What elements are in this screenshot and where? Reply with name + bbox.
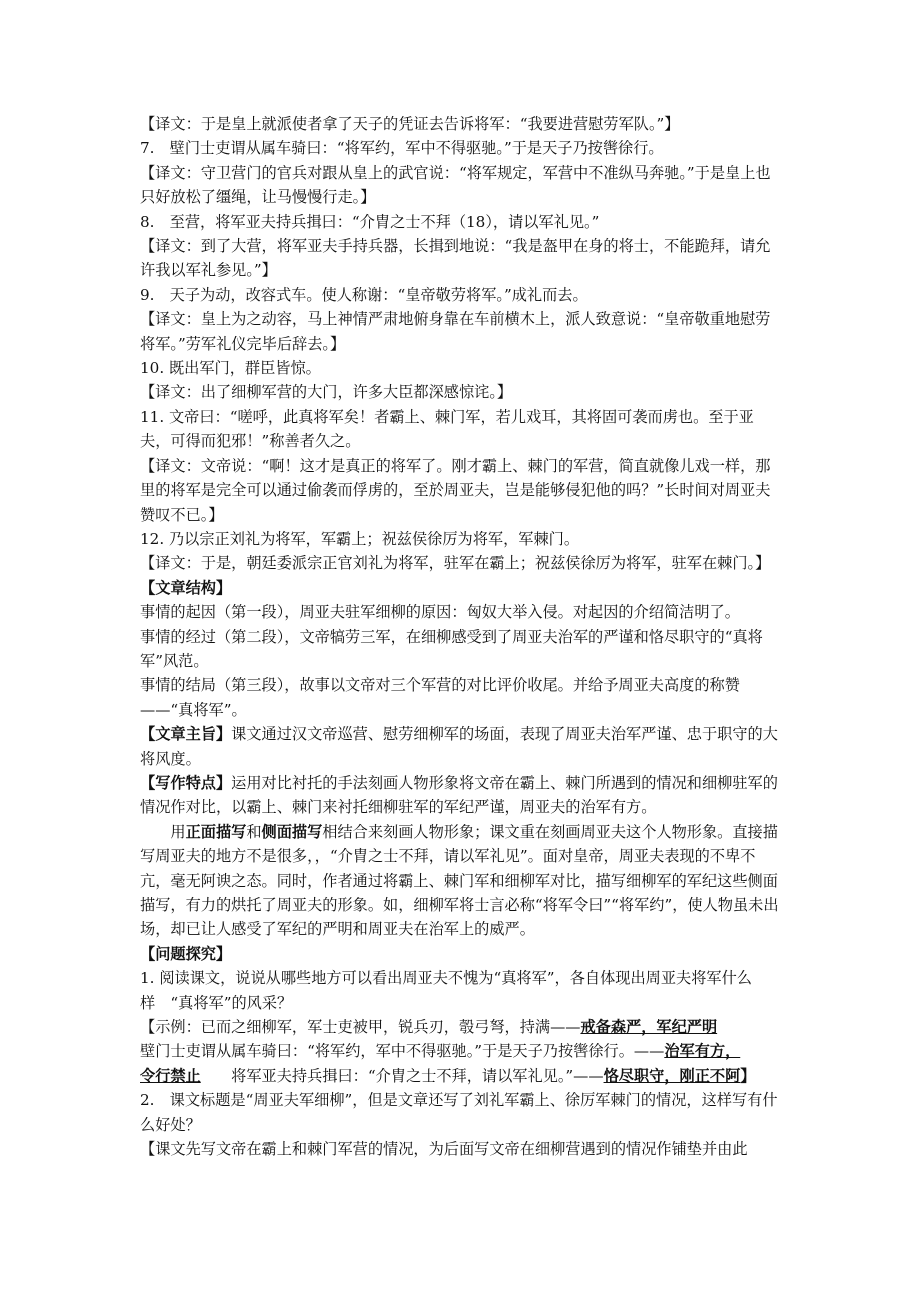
section-heading-features: 【写作特点】 — [140, 773, 232, 792]
underlined-term: 治军有方， — [664, 1042, 741, 1061]
text-line: 【译文：到了大营，将军亚夫手持兵器，长揖到地说：“我是盔甲在身的将士，不能跪拜，请允许我以军礼参见。”】 — [140, 237, 771, 280]
text-span: 和 — [246, 822, 262, 841]
text-line: 【译文：皇上为之动容，马上神情严肃地俯身靠在车前横木上，派人致意说：“皇帝敬重地慰劳将军。”劳军礼仪完毕后辞去。】 — [140, 310, 771, 353]
text-line: 【译文：于是皇上就派使者拿了天子的凭证去告诉将军：“我要进营慰劳军队。”】 — [140, 115, 680, 133]
structure-line: 事情的结局（第三段），故事以文帝对三个军营的对比评价收尾。并给予周亚夫高度的称赞——“真将军”。 — [140, 676, 740, 719]
text-span: 相结合来刻画人物形象；课文重在刻画周亚夫这个人物形象。直接描写周亚夫的地方不是很多，，“介胄之士不拜，请以军礼见”。面对皇帝，周亚夫表现的不卑不亢，毫无阿谀之态。同时，作者通过将霸上、棘门军和细柳军对比，描写细柳军的军纪这些侧面描写，有力的烘托了周亚夫的形象。如，细柳军将士言必称“将军令曰”“将军约”，使人物虽未出场，却已让人感受了军纪的严明和周亚夫在治军上的威严。 — [140, 822, 779, 939]
text-span: 】 — [740, 1066, 756, 1085]
features-paragraph-2 — [140, 820, 782, 942]
underlined-term: 令行禁止 — [140, 1066, 201, 1085]
text-span: 【示例：已而之细柳军，军士吏被甲，锐兵刃，彀弓弩，持满—— — [140, 1018, 581, 1037]
text-line: 【译文：文帝说：“啊！这才是真正的将军了。刚才霸上、棘门的军营，简直就像儿戏一样，那里的将军是完全可以通过偷袭而俘虏的，至於周亚夫，岂是能够侵犯他的吗？”长时间对周亚夫赞叹不已。】 — [140, 456, 771, 524]
text-line: 【译文：守卫营门的官兵对跟从皇上的武官说：“将军规定，军营中不准纵马奔驰。”于是皇上也只好放松了缰绳，让马慢慢行走。】 — [140, 163, 771, 207]
features-text: 运用对比衬托的手法刻画人物形象将文帝在霸上、棘门所遇到的情况和细柳驻军的情况作对比，以霸上、棘门来衬托细柳驻军的军纪严谨，周亚夫的治军有方。 — [140, 773, 778, 817]
underlined-term: 恪尽职守，刚正不阿 — [603, 1066, 741, 1085]
text-line: 8. 至营，将军亚夫持兵揖曰：“介胄之士不拜（18），请以军礼见。” — [140, 212, 600, 231]
text-line: 7. 壁门士吏谓从属车骑曰：“将军约，军中不得驱驰。”于是天子乃按辔徐行。 — [140, 139, 664, 158]
question-2: 2. 课文标题是“周亚夫军细柳”，但是文章还写了刘礼军霸上、徐厉军棘门的情况，这样写有什么好处？ — [140, 1091, 778, 1134]
text-span: 用 — [170, 822, 186, 841]
text-span: 将军亚夫持兵揖曰：“介胄之士不拜，请以军礼见。”—— — [200, 1066, 604, 1085]
text-line: 9. 天子为动，改容式车。使人称谢：“皇帝敬劳将军。”成礼而去。 — [140, 285, 588, 304]
answer-1-line-1 — [140, 1015, 782, 1039]
question-1: 1. 阅读课文，说说从哪些地方可以看出周亚夫不愧为“真将军”，各自体现出周亚夫将军什么样 “真将军”的风采？ — [140, 969, 752, 1012]
text-line: 10. 既出军门，群臣皆惊。 — [140, 359, 321, 378]
bold-term: 侧面描写 — [261, 822, 323, 841]
document-page — [140, 112, 782, 1161]
structure-line: 事情的起因（第一段），周亚夫驻军细柳的原因：匈奴大举入侵。对起因的介绍简洁明了。 — [140, 603, 740, 622]
features-paragraph — [140, 771, 782, 820]
theme-text: 课文通过汉文帝巡营、慰劳细柳军的场面，表现了周亚夫治军严谨、忠于职守的大将风度。 — [140, 725, 778, 768]
structure-line: 事情的经过（第二段），文帝犒劳三军，在细柳感受到了周亚夫治军的严谨和恪尽职守的“真将军”风范。 — [140, 627, 763, 670]
text-line: 11. 文帝曰：“嗟呼，此真将军矣！者霸上、棘门军，若儿戏耳，其将固可袭而虏也。至于亚夫，可得而犯邪！”称善者久之。 — [140, 407, 754, 451]
text-line: 12. 乃以宗正刘礼为将军，军霸上；祝兹侯徐厉为将军，军棘门。 — [140, 529, 580, 548]
answer-1-line-3 — [140, 1064, 782, 1088]
section-heading-structure: 【文章结构】 — [140, 578, 232, 597]
underlined-term: 戒备森严，军纪严明 — [580, 1018, 718, 1037]
text-span: 壁门士吏谓从属车骑曰：“将军约，军中不得驱驰。”于是天子乃按辔徐行。—— — [140, 1042, 665, 1061]
text-line: 【译文：出了细柳军营的大门，许多大臣都深感惊诧。】 — [140, 383, 513, 402]
answer-1-line-2 — [140, 1039, 782, 1063]
bold-term: 正面描写 — [185, 822, 247, 841]
text-line: 【译文：于是，朝廷委派宗正官刘礼为将军，驻军在霸上；祝兹侯徐厉为将军，驻军在棘门。】 — [140, 554, 771, 573]
section-heading-inquiry: 【问题探究】 — [140, 944, 232, 963]
theme-paragraph — [140, 722, 782, 771]
section-heading-theme: 【文章主旨】 — [140, 725, 232, 744]
answer-2: 【课文先写文帝在霸上和棘门军营的情况，为后面写文帝在细柳营遇到的情况作铺垫并由此 — [140, 1140, 748, 1159]
